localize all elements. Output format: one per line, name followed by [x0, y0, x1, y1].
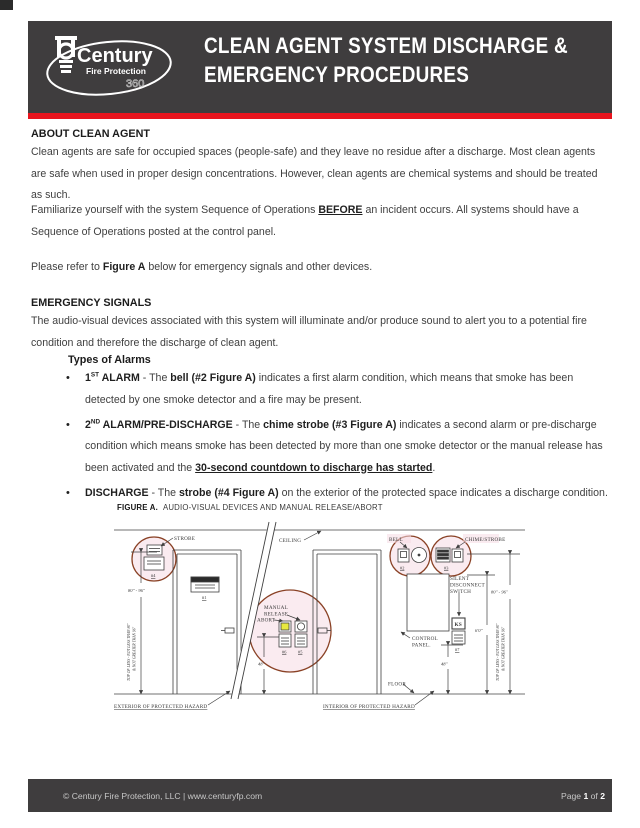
control-panel-box — [407, 574, 449, 631]
paragraph-refer-figure: Please refer to Figure A below for emergency signals and other devices. — [31, 261, 373, 273]
footer-page-number: Page 1 of 2 — [561, 790, 605, 801]
label-interior-hazard: INTERIOR OF PROTECTED HAZARD — [323, 704, 415, 710]
label-control-2: PANEL. — [412, 642, 431, 649]
tag-2: #2 — [400, 565, 405, 571]
title-line-1: CLEAN AGENT SYSTEM DISCHARGE & — [204, 33, 568, 58]
accent-stripe — [28, 113, 612, 119]
paragraph-about-2: Familiarize yourself with the system Sequence of Operations BEFORE an incident occurs. All systems should have a Sequence of Operations posted at the control panel. — [31, 204, 579, 238]
leader-exterior — [208, 691, 230, 705]
rotated-note-right-1: TOP OF LENS - NOT LESS THAN 80" — [496, 623, 500, 681]
footer-band — [28, 779, 612, 812]
abort-station — [279, 621, 291, 647]
label-control-1: CONTROL — [412, 636, 438, 642]
label-floor: FLOOR — [388, 681, 407, 688]
exterior-door — [173, 550, 241, 694]
chime-strobe-device — [436, 548, 463, 562]
keyswitch-label: KS — [454, 622, 462, 628]
company-logo — [42, 31, 180, 108]
strobe-device — [144, 545, 164, 570]
instruction-sign — [191, 577, 219, 592]
tag-1: #1 — [202, 595, 207, 600]
rotated-note-right-2: & NOT GREATER THAN 96" — [501, 626, 506, 671]
label-chime-strobe: CHIME/STROBE — [465, 537, 506, 543]
figure-caption-label: FIGURE A. — [117, 503, 158, 512]
dim-text-6ft: 6'0" — [475, 628, 483, 633]
header-band — [28, 21, 612, 113]
footer-copyright: © Century Fire Protection, LLC | www.centuryfp.com — [63, 790, 263, 801]
sprinkler-icon — [55, 36, 77, 73]
label-silent-2: DISCONNECT — [450, 582, 485, 589]
paragraph-about-1: Clean agents are safe for occupied spaces (people-safe) and they leave no residue after a discharge. Most clean agents are safe when used in proper design concentrations. However, clean agents are chemical systems and should be treated as such. — [31, 146, 598, 201]
logo-badge: 360 — [126, 78, 145, 90]
dim-48-keyswitch — [441, 645, 463, 694]
document-title — [204, 31, 568, 89]
label-bell: BELL — [389, 537, 403, 543]
label-ceiling: CEILING — [279, 538, 302, 544]
dim-text-48-manual: 48" — [258, 661, 265, 667]
subheading-types-of-alarms: Types of Alarms — [68, 354, 151, 366]
leader-ceiling — [304, 531, 321, 540]
label-strobe: STROBE — [174, 536, 196, 542]
leader-interior — [415, 691, 434, 705]
leader-control-panel — [401, 632, 410, 638]
manual-release-station — [295, 621, 307, 647]
figure-caption-text: AUDIO-VISUAL DEVICES AND MANUAL RELEASE/ABORT — [162, 503, 383, 512]
label-exterior-hazard: EXTERIOR OF PROTECTED HAZARD — [114, 704, 208, 710]
tag-4: #4 — [151, 573, 156, 578]
label-manual-2: RELEASE — [264, 611, 289, 618]
heading-emergency-signals: EMERGENCY SIGNALS — [31, 297, 152, 309]
logo-name: Century — [77, 45, 153, 67]
figure-caption — [117, 503, 383, 512]
logo-sub: Fire Protection — [86, 66, 146, 76]
figure-a-diagram — [111, 521, 532, 723]
paragraph-emergency-1: The audio-visual devices associated with this system will illuminate and/or produce sound to alert you to a potential fire condition and therefore the discharge of clean agent. — [31, 315, 587, 349]
rotated-note-left-2: & NOT GREATER THAN 96" — [132, 626, 137, 671]
dim-text-left-80-96: 80" - 96" — [128, 588, 145, 593]
label-abort: ABORT — [257, 617, 276, 624]
tag-7: #7 — [455, 647, 460, 652]
dim-text-right-80-96: 80" - 96" — [491, 589, 508, 595]
label-silent-3: SWITCH — [450, 589, 472, 595]
list-item-discharge: • DISCHARGE - The strobe (#4 Figure A) on the exterior of the protected space indicates a discharge condition. — [66, 483, 610, 505]
heading-about-clean-agent: ABOUT CLEAN AGENT — [31, 128, 150, 140]
title-line-2: EMERGENCY PROCEDURES — [204, 62, 470, 87]
scan-corner-mark — [0, 0, 13, 10]
tag-6: #6 — [282, 649, 287, 655]
alarm-list — [48, 368, 610, 508]
tag-5: #5 — [298, 649, 303, 655]
list-item-first-alarm: • 1ST ALARM - The bell (#2 Figure A) indicates a first alarm condition, which means that smoke has been detected by one smoke detector and a fire may be present. — [66, 368, 610, 411]
rotated-note-left-1: TOP OF LENS - NOT LESS THAN 80" — [127, 623, 131, 681]
tag-3: #3 — [444, 565, 449, 571]
list-item-second-alarm: • 2ND ALARM/PRE-DISCHARGE - The chime strobe (#3 Figure A) indicates a second alarm or pre-discharge condition which means smoke has been detected by more than one smoke detector or the manual release has been activated and the 30-second countdown to discharge has started. — [66, 415, 610, 480]
dim-text-48-keyswitch: 48" — [441, 661, 448, 667]
label-manual-1: MANUAL — [264, 605, 288, 611]
label-silent-1: SILENT — [450, 576, 470, 582]
